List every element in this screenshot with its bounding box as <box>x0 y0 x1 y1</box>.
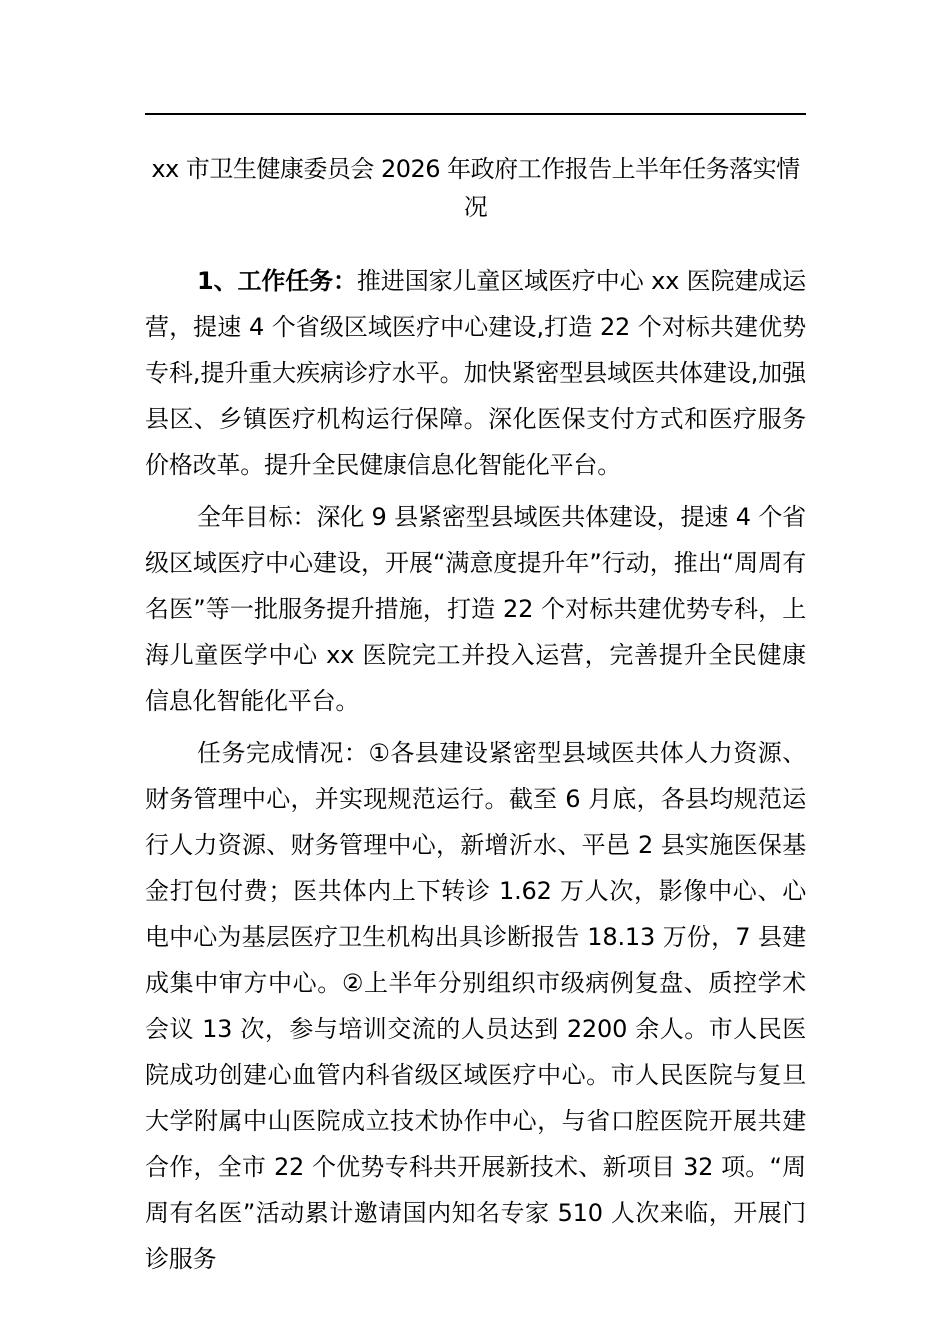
header-rule <box>145 113 806 115</box>
paragraph-completion-status <box>145 730 806 1282</box>
paragraph-text: 任务完成情况：①各县建设紧密型县域医共体人力资源、财务管理中心，并实现规范运行。截至 6 月底，各县均规范运行人力资源、财务管理中心，新增沂水、平邑 2 县实施医保基金打包付费；医共体内上下转诊 1.62 万人次，影像中心、心电中心为基层医疗卫生机构出具诊断报告 18.13 万份，7 县建成集中审方中心。②上半年分别组织市级病例复盘、质控学术会议 13 次，参与培训交流的人员达到 2200 余人。市人民医院成功创建心血管内科省级区域医疗中心。市人民医院与复旦大学附属中山医院成立技术协作中心，与省口腔医院开展共建合作，全市 22 个优势专科共开展新技术、新项目 32 项。“周周有名医”活动累计邀请国内知名专家 510 人次来临，开展门诊服务 <box>145 739 806 1273</box>
paragraph-annual-goal <box>145 494 806 724</box>
paragraph-text: 推进国家儿童区域医疗中心 xx 医院建成运营，提速 4 个省级区域医疗中心建设,打造 22 个对标共建优势专科,提升重大疾病诊疗水平。加快紧密型县域医共体建设,加强县区、乡镇医疗机构运行保障。深化医保支付方式和医疗服务价格改革。提升全民健康信息化智能化平台。 <box>145 267 806 479</box>
paragraph-text: 全年目标：深化 9 县紧密型县域医共体建设，提速 4 个省级区域医疗中心建设，开展“满意度提升年”行动，推出“周周有名医”等一批服务提升措施，打造 22 个对标共建优势专科，上海儿童医学中心 xx 医院完工并投入运营，完善提升全民健康信息化智能化平台。 <box>145 503 806 715</box>
paragraph-work-task <box>145 258 806 488</box>
document-body <box>145 258 806 1288</box>
document-title: xx 市卫生健康委员会 2026 年政府工作报告上半年任务落实情况 <box>151 155 800 221</box>
paragraph-lead: 1、工作任务： <box>197 267 357 295</box>
